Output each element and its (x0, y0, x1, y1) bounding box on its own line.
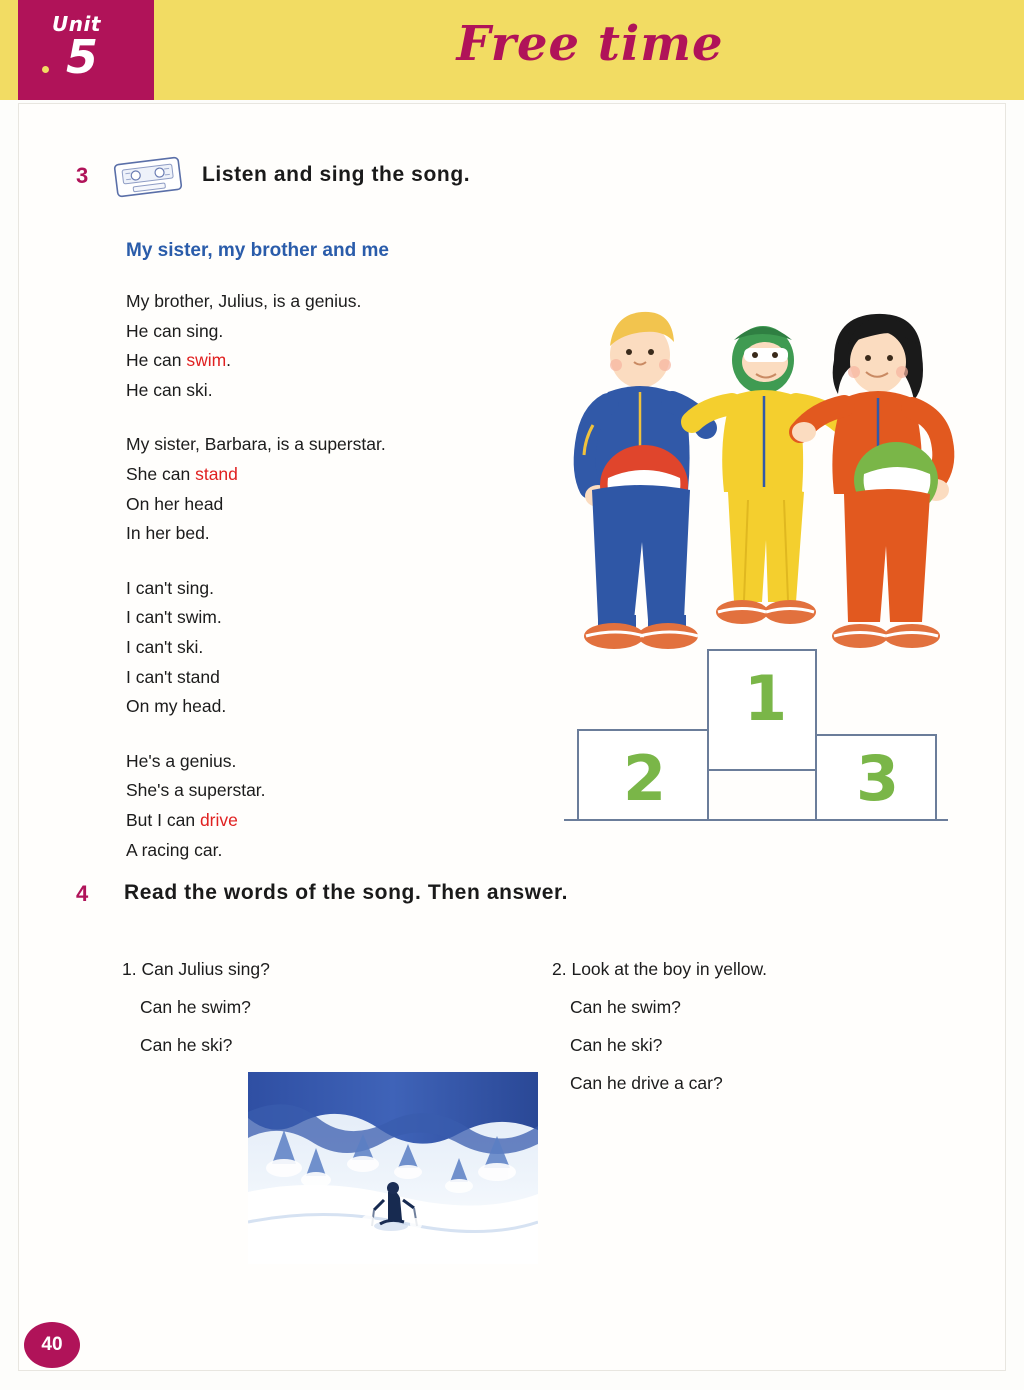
page-number: 40 (24, 1322, 80, 1368)
lyrics-text: On my head. (126, 696, 227, 717)
lyrics-line (126, 346, 546, 376)
lyrics-line (126, 519, 546, 549)
lyrics-highlight-word: stand (195, 463, 238, 484)
lyrics-text: He can (126, 350, 187, 371)
page-title: Free time (456, 16, 724, 72)
lyrics-line (126, 460, 546, 490)
skier-photo (248, 1072, 538, 1264)
lyrics-text: I can't sing. (126, 577, 214, 598)
lyrics-highlight-word: drive (199, 809, 238, 830)
lyrics-text: He can sing. (126, 320, 224, 341)
question-item: Can he swim? (140, 997, 251, 1017)
exercise-3-instruction: Listen and sing the song. (202, 163, 471, 186)
song-lyrics (126, 287, 546, 890)
lyrics-line (126, 692, 546, 722)
lyrics-line (126, 430, 546, 460)
lyrics-line (126, 603, 546, 633)
lyrics-line (126, 776, 546, 806)
podium (564, 650, 948, 820)
lyrics-text: He's a genius. (126, 750, 237, 771)
lyrics-stanza (126, 287, 546, 405)
page-header-band (0, 0, 1024, 100)
cassette-icon (112, 155, 184, 199)
question-column-left (122, 950, 502, 1064)
lyrics-text: She can (126, 463, 196, 484)
lyrics-stanza (126, 430, 546, 548)
lyrics-highlight-word: swim (186, 350, 227, 371)
unit-label: Unit (52, 12, 101, 36)
lyrics-text: She's a superstar. (126, 780, 266, 801)
lyrics-line (126, 317, 546, 347)
lyrics-line (126, 376, 546, 406)
lyrics-line (126, 574, 546, 604)
exercise-4-number: 4 (76, 881, 89, 906)
unit-number: 5 (66, 30, 99, 84)
lyrics-line (126, 806, 546, 836)
lyrics-line (126, 747, 546, 777)
lyrics-text: On her head (126, 493, 224, 514)
podium-winners-illustration (548, 300, 998, 840)
question-item: Can he ski? (140, 1035, 233, 1055)
lyrics-text: In her bed. (126, 523, 210, 544)
lyrics-line (126, 287, 546, 317)
lyrics-text: I can't ski. (126, 636, 204, 657)
lyrics-line (126, 633, 546, 663)
question-item: Can he swim? (570, 997, 681, 1017)
question-item: 2. Look at the boy in yellow. (552, 959, 767, 979)
question-item: Can he drive a car? (570, 1073, 723, 1093)
svg-text:3: 3 (856, 742, 900, 815)
lyrics-text: He can ski. (126, 379, 213, 400)
lyrics-text: I can't stand (126, 666, 220, 687)
lyrics-stanza (126, 574, 546, 722)
unit-badge (18, 0, 154, 100)
lyrics-text: My brother, Julius, is a genius. (126, 291, 362, 311)
boy-in-blue (584, 312, 706, 649)
lyrics-stanza (126, 747, 546, 865)
lyrics-line (126, 663, 546, 693)
svg-text:1: 1 (744, 662, 788, 735)
unit-dot-decoration (42, 66, 49, 73)
lyrics-line (126, 836, 546, 866)
song-title: My sister, my brother and me (126, 240, 389, 261)
lyrics-text: A racing car. (126, 839, 223, 860)
boy-in-yellow (692, 326, 840, 624)
exercise-3-number: 3 (76, 163, 89, 188)
lyrics-text: I can't swim. (126, 607, 222, 628)
exercise-4-instruction: Read the words of the song. Then answer. (124, 881, 569, 904)
lyrics-text: . (226, 350, 232, 371)
question-item: Can he ski? (570, 1035, 663, 1055)
question-column-right (552, 950, 952, 1102)
svg-text:2: 2 (623, 742, 667, 815)
lyrics-text: But I can (126, 809, 200, 830)
question-item: 1. Can Julius sing? (122, 959, 270, 979)
girl-in-orange (792, 314, 949, 648)
lyrics-line (126, 490, 546, 520)
lyrics-text: My sister, Barbara, is a superstar. (126, 434, 386, 455)
